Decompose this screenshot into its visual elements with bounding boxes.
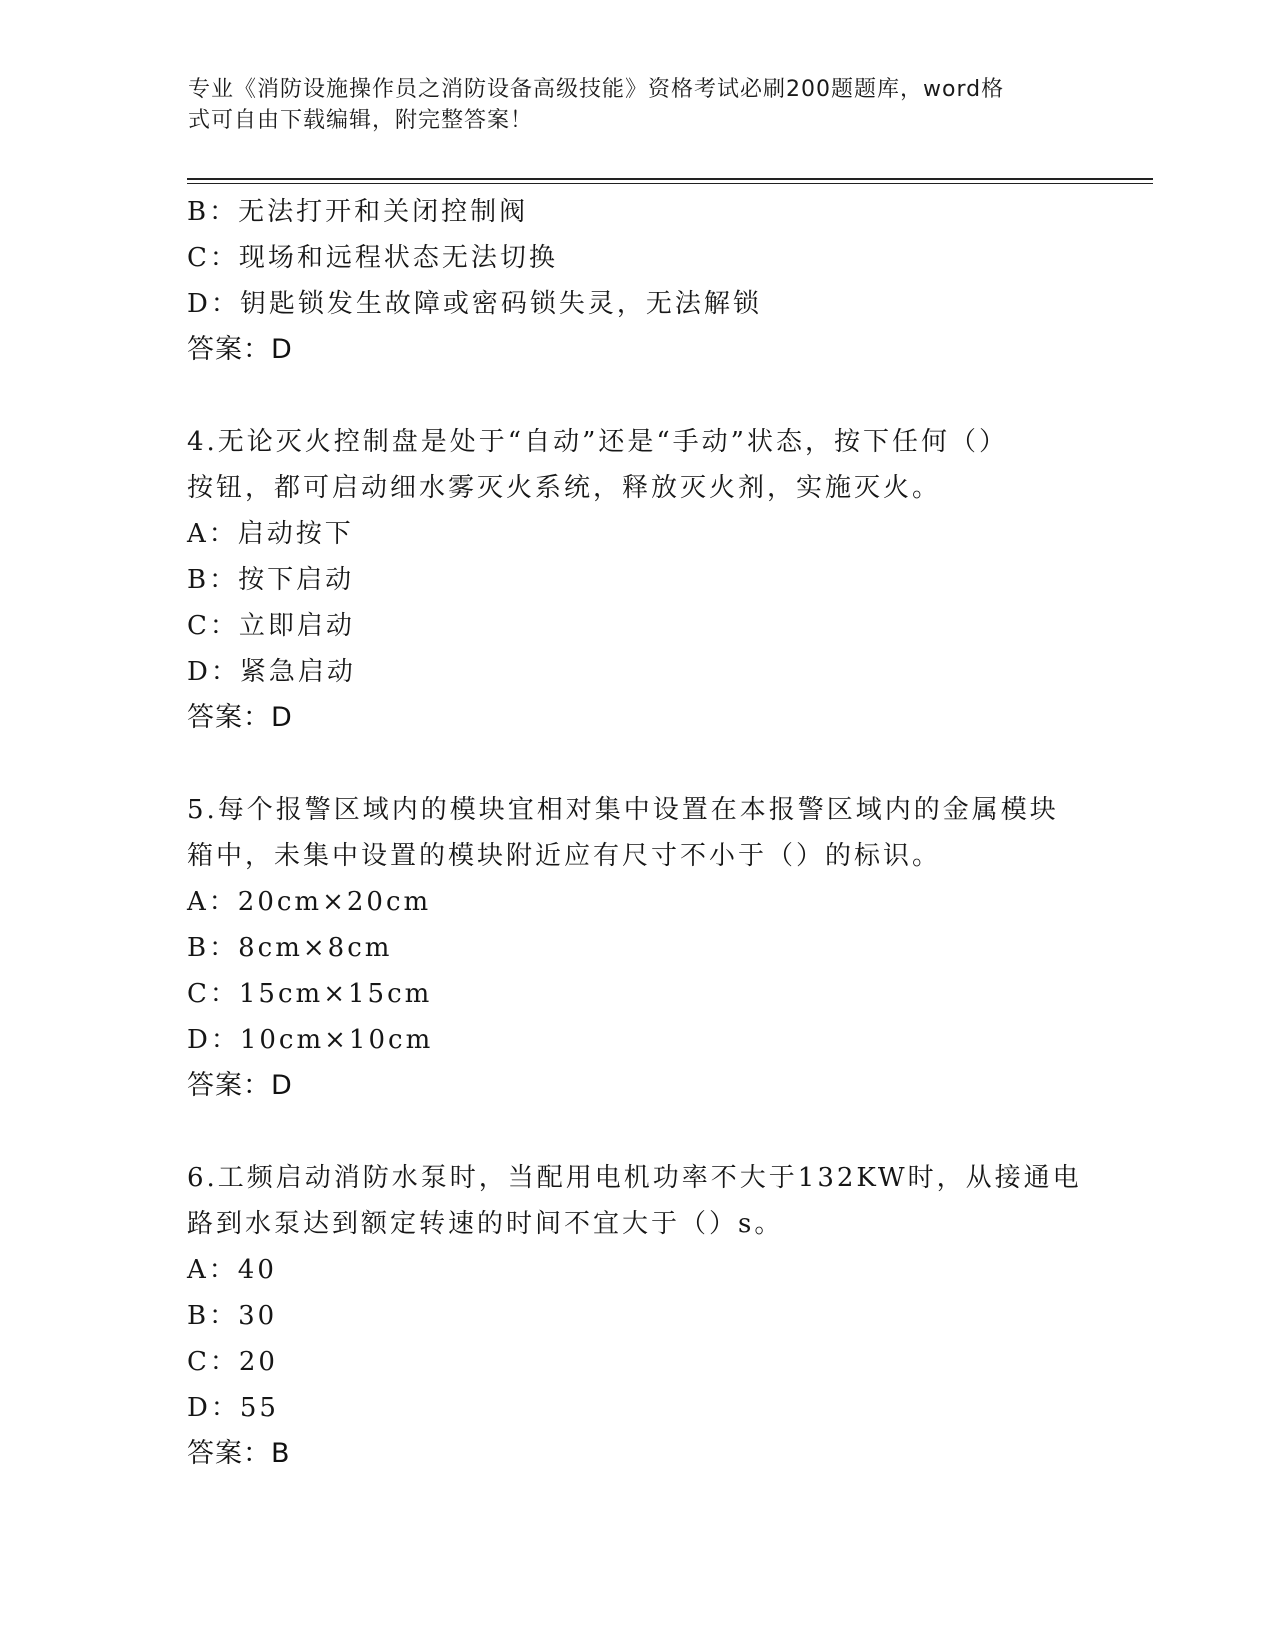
question-content xyxy=(187,189,1082,1477)
option-d: D：紧急启动 xyxy=(187,657,356,687)
option-d: D：钥匙锁发生故障或密码锁失灵，无法解锁 xyxy=(187,289,762,319)
answer-line: 答案：B xyxy=(187,1438,291,1469)
answer-line: 答案：D xyxy=(187,334,293,365)
question-text-line-2: 路到水泵达到额定转速的时间不宜大于（）s。 xyxy=(187,1209,784,1239)
spacer xyxy=(187,1109,1067,1155)
header-rule-thin xyxy=(187,183,1153,184)
option-a: A：20cm×20cm xyxy=(187,887,432,917)
question-4 xyxy=(187,419,1067,741)
option-b: B：无法打开和关闭控制阀 xyxy=(187,197,529,227)
header-rule-thick xyxy=(187,178,1153,180)
spacer xyxy=(187,373,1067,419)
option-c: C：15cm×15cm xyxy=(187,979,433,1009)
header-line-2: 式可自由下载编辑，附完整答案！ xyxy=(188,108,534,133)
question-text-line-2: 按钮，都可启动细水雾灭火系统，释放灭火剂，实施灭火。 xyxy=(187,473,942,503)
option-d: D：10cm×10cm xyxy=(187,1025,434,1055)
option-c: C：现场和远程状态无法切换 xyxy=(187,243,558,273)
option-a: A：启动按下 xyxy=(187,519,354,549)
question-text-line-2: 箱中，未集中设置的模块附近应有尺寸不小于（）的标识。 xyxy=(187,841,942,871)
option-b: B：30 xyxy=(187,1301,278,1331)
header-line-1: 专业《消防设施操作员之消防设备高级技能》资格考试必刷200题题库，word格 xyxy=(188,77,1005,102)
option-d: D：55 xyxy=(187,1393,279,1423)
question-6 xyxy=(187,1155,1082,1477)
option-c: C：立即启动 xyxy=(187,611,355,641)
option-b: B：8cm×8cm xyxy=(187,933,393,963)
option-b: B：按下启动 xyxy=(187,565,355,595)
question-text-line-1: 4.无论灭火控制盘是处于“自动”还是“手动”状态，按下任何（） xyxy=(187,427,1008,457)
spacer xyxy=(187,741,1067,787)
question-text-line-1: 6.工频启动消防水泵时，当配用电机功率不大于132KW时，从接通电 xyxy=(187,1163,1082,1193)
option-c: C：20 xyxy=(187,1347,278,1377)
answer-line: 答案：D xyxy=(187,1070,293,1101)
question-5 xyxy=(187,787,1067,1109)
question-3-continued xyxy=(187,189,1067,373)
document-header xyxy=(188,74,1068,136)
answer-line: 答案：D xyxy=(187,702,293,733)
option-a: A：40 xyxy=(187,1255,277,1285)
question-text-line-1: 5.每个报警区域内的模块宜相对集中设置在本报警区域内的金属模块 xyxy=(187,795,1059,825)
